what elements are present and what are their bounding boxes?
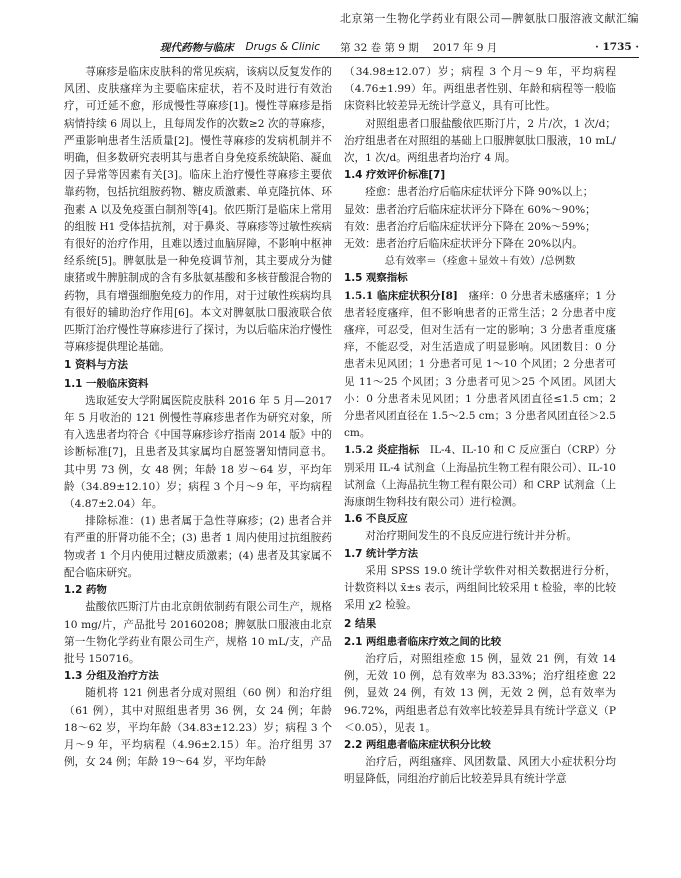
paragraph: 治疗后，两组瘙痒、风团数量、风团大小症状积分均明显降低，同组治疗前后比较差异具有统计学意 — [344, 756, 616, 786]
paragraph: （34.98±12.07）岁；病程 3 个月～9 年，平均病程（4.76±1.99）年。两组患者性别、年龄和病程等一般临床资料比较差异无统计学意义，具有可比性。 — [344, 66, 616, 113]
collection-title: 北京第一生物化学药业有限公司—脾氨肽口服溶液文献汇编 — [340, 12, 639, 25]
header-rule — [160, 57, 639, 58]
criteria-item: 显效：患者治疗后临床症状评分下降在 60%～90%； — [344, 203, 596, 216]
criteria-item: 痊愈：患者治疗后临床症状评分下降 90%以上； — [365, 186, 594, 199]
left-column — [64, 64, 332, 771]
subsection-heading: 1.4 疗效评价标准[7] — [344, 169, 446, 182]
paragraph: 1.5.1 临床症状积分[8] 瘙痒：0 分患者未感瘙痒；1 分患者轻度瘙痒，但不影响患者的正常生活；2 分患者中度瘙痒，可忍受，但对生活有一定的影响；3 分患者重度瘙痒，不能忍受，对生活造成了明显影响。风团数目：0 分患者未见风团；1 分患者可见 1～10 个风团；2 分患者可见 11～25 个风团；3 分患者可见＞25 个风团。风团大小：0 分患者未见风团；1 分患者风团直径≤1.5 cm；2 分患者风团直径在 1.5～2.5 cm；3 分患者风团直径＞2.5 cm。 — [344, 289, 616, 440]
paragraph: 随机将 121 例患者分成对照组（60 例）和治疗组（61 例），其中对照组患者男 36 例，女 24 例；年龄 18～62 岁，平均年龄（34.83±12.23）岁；病程 3 个月～9 年，平均病程（4.96±2.15）年。治疗组男 37 例，女 24 例；年龄 19～64 岁，平均年龄 — [64, 687, 332, 769]
subsection-heading: 1.1 一般临床资料 — [64, 377, 149, 390]
paragraph: 对治疗期间发生的不良反应进行统计并分析。 — [365, 530, 578, 543]
subsection-heading: 1.5 观察指标 — [344, 272, 408, 285]
criteria-item: 无效：患者治疗后临床症状评分下降在 20%以内。 — [344, 238, 583, 251]
subsubsection-heading: 1.5.1 临床症状积分[8] — [344, 289, 458, 302]
volume-issue: 第 32 卷 第 9 期 — [340, 41, 419, 54]
paragraph: 对照组患者口服盐酸依匹斯汀片，2 片/次，1 次/d；治疗组患者在对照组的基础上口服脾氨肽口服液，10 mL/次，1 次/d。两组患者均治疗 4 周。 — [344, 117, 616, 165]
journal-name-cn: 现代药物与临床 — [160, 41, 234, 54]
subsection-heading: 2.1 两组患者临床疗效之间的比较 — [344, 635, 502, 648]
paragraph: 选取延安大学附属医院皮肤科 2016 年 5 月—2017年 5 月收治的 121 例慢性荨麻疹患者作为研究对象，所有入选患者均符合《中国荨麻疹诊疗指南 2014 版》中的诊断标准[7]，且患者及其家属均自愿签署知情同意书。其中男 73 例，女 48 例；年龄 18 岁～64 岁，平均年龄（34.89±12.10）岁；病程 3 个月～9 年，平均病程（4.87±2.04）年。 — [64, 394, 332, 511]
subsubsection-heading: 1.5.2 炎症指标 — [344, 444, 420, 457]
subsection-heading: 1.6 不良反应 — [344, 513, 408, 526]
section-heading: 1 资料与方法 — [64, 359, 129, 372]
paragraph: 1.5.2 炎症指标 IL-4、IL-10 和 C 反应蛋白（CRP）分别采用 IL-4 试剂盒（上海晶抗生物工程有限公司）、IL-10 试剂盒（上海晶抗生物工程有限公司）和 CRP 试剂盒（上海康朗生物科技有限公司）进行检测。 — [344, 444, 616, 509]
criteria-item: 有效：患者治疗后临床症状评分下降在 20%～59%； — [344, 220, 596, 233]
paragraph: 治疗后，对照组痊愈 15 例，显效 21 例，有效 14 例，无效 10 例，总有效率为 83.33%；治疗组痊愈 22 例，显效 24 例，有效 13 例，无效 2 例，总有效率为 96.72%，两组患者总有效率比较差异具有统计学意义（P＜0.05），见表 1。 — [344, 652, 616, 734]
right-column — [344, 64, 616, 789]
paragraph: 盐酸依匹斯汀片由北京朗依制药有限公司生产，规格 10 mg/片，产品批号 20160208；脾氨肽口服液由北京第一生物化学药业有限公司生产，规格 10 mL/支，产品批号 150716。 — [64, 601, 332, 665]
journal-header — [160, 38, 639, 56]
section-heading: 2 结果 — [344, 617, 377, 630]
journal-name-en: Drugs & Clinic — [245, 41, 321, 53]
subsection-heading: 2.2 两组患者临床症状积分比较 — [344, 738, 491, 751]
subsection-heading: 1.3 分组及治疗方法 — [64, 670, 159, 683]
formula: 总有效率＝（痊愈＋显效＋有效）/总例数 — [384, 255, 576, 268]
paragraph: 排除标准：(1) 患者属于急性荨麻疹；(2) 患者合并有严重的肝肾功能不全；(3) 患者 1 周内使用过抗组胺药物或者 1 个月内使用过糖皮质激素；(4) 患者及其家属不配合临床研究。 — [64, 515, 332, 579]
page-number: · 1735 · — [595, 41, 639, 53]
subsection-heading: 1.2 药物 — [64, 584, 107, 597]
paragraph: 采用 SPSS 19.0 统计学软件对相关数据进行分析，计数资料以 x̄±s 表示，两组间比较采用 t 检验，率的比较采用 χ2 检验。 — [344, 564, 616, 612]
publication-date: 2017 年 9 月 — [432, 41, 498, 54]
subsection-heading: 1.7 统计学方法 — [344, 547, 418, 560]
intro-paragraph: 荨麻疹是临床皮肤科的常见疾病，该病以反复发作的风团、皮肤瘙痒为主要临床症状，若不及时进行有效治疗，可迁延不愈，形成慢性荨麻疹[1]。慢性荨麻疹是指病情持续 6 周以上，且每周发作的次数≥2 次的荨麻疹，严重影响患者生活质量[2]。慢性荨麻疹的发病机制并不明确，但多数研究表明其与患者自身免疫系统缺陷、凝血因子异常等因素有关[3]。临床上治疗慢性荨麻疹主要依靠药物，包括抗组胺药物、糖皮质激素、单克隆抗体、环孢素 A 以及免疫蛋白制剂等[4]。依匹斯汀是临床上常用的组胺 H1 受体拮抗剂，对于鼻炎、荨麻疹等过敏性疾病有很好的治疗作用，且难以透过血脑屏障，不影响中枢神经系统[5]。脾氨肽是一种免疫调节剂，其主要成分为健康猪或牛脾脏制成的含有多肽氨基酸和多核苷酸混合物的药物，具有增强细胞免疫力的作用，对于过敏性疾病均具有很好的辅助治疗作用[6]。本文对脾氨肽口服液联合依匹斯汀治疗慢性荨麻疹进行了探讨，为以后临床治疗慢性荨麻疹提供理论基础。 — [64, 66, 332, 354]
